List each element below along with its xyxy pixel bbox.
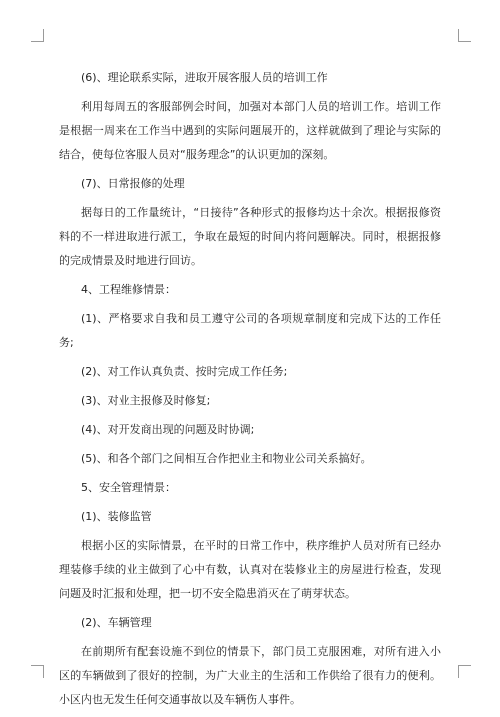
list-item: (2)、对工作认真负责、按时完成工作任务; [81, 365, 288, 378]
list-item: (3)、对业主报修及时修复; [81, 394, 211, 407]
crop-mark-bottom-right [458, 665, 471, 678]
list-item: (4)、对开发商出现的问题及时协调; [81, 423, 255, 436]
document-body [59, 66, 441, 717]
crop-mark-top-right [458, 29, 471, 42]
subheading-renovation: (1)、装修监管 [81, 510, 152, 523]
section-heading-training: (6)、理论联系实际，进取开展客服人员的培训工作 [81, 71, 328, 84]
paragraph-training: 利用每周五的客服部例会时间，加强对本部门人员的培训工作。培训工作是根据一周来在工作当中遇到的实际问题展开的，这样就做到了理论与实际的结合，使每位客服人员对“服务理念”的认识更加的深刻。 [59, 100, 441, 161]
crop-mark-bottom-left [31, 665, 44, 678]
section-heading-safety: 5、安全管理情景： [81, 481, 176, 494]
crop-mark-top-left [31, 29, 44, 42]
subheading-vehicles: (2)、车辆管理 [81, 616, 152, 629]
paragraph-renovation: 根据小区的实际情景，在平时的日常工作中，秩序维护人员对所有已经办理装修手续的业主做到了心中有数，认真对在装修业主的房屋进行检查，发现问题及时汇报和处理，把一切不安全隐患消灭在了萌芽状态。 [59, 539, 441, 600]
section-heading-repairs: (7)、日常报修的处理 [81, 177, 185, 190]
list-item: (5)、和各个部门之间相互合作把业主和物业公司关系搞好。 [81, 452, 372, 465]
paragraph-repairs: 据每日的工作量统计，“日接待”各种形式的报修均达十余次。根据报修资料的不一样进取进行派工，争取在最短的时间内将问题解决。同时，根据报修的完成情景及时地进行回访。 [59, 206, 441, 267]
list-item: (1)、严格要求自我和员工遵守公司的各项规章制度和完成下达的工作任务; [59, 312, 441, 349]
section-heading-maintenance: 4、工程维修情景： [81, 283, 176, 296]
paragraph-vehicles: 在前期所有配套设施不到位的情景下，部门员工克服困难，对所有进入小区的车辆做到了很好的控制，为广大业主的生活和工作供给了很有力的便利。小区内也无发生任何交通事故以及车辆伤人事件。 [59, 645, 441, 706]
